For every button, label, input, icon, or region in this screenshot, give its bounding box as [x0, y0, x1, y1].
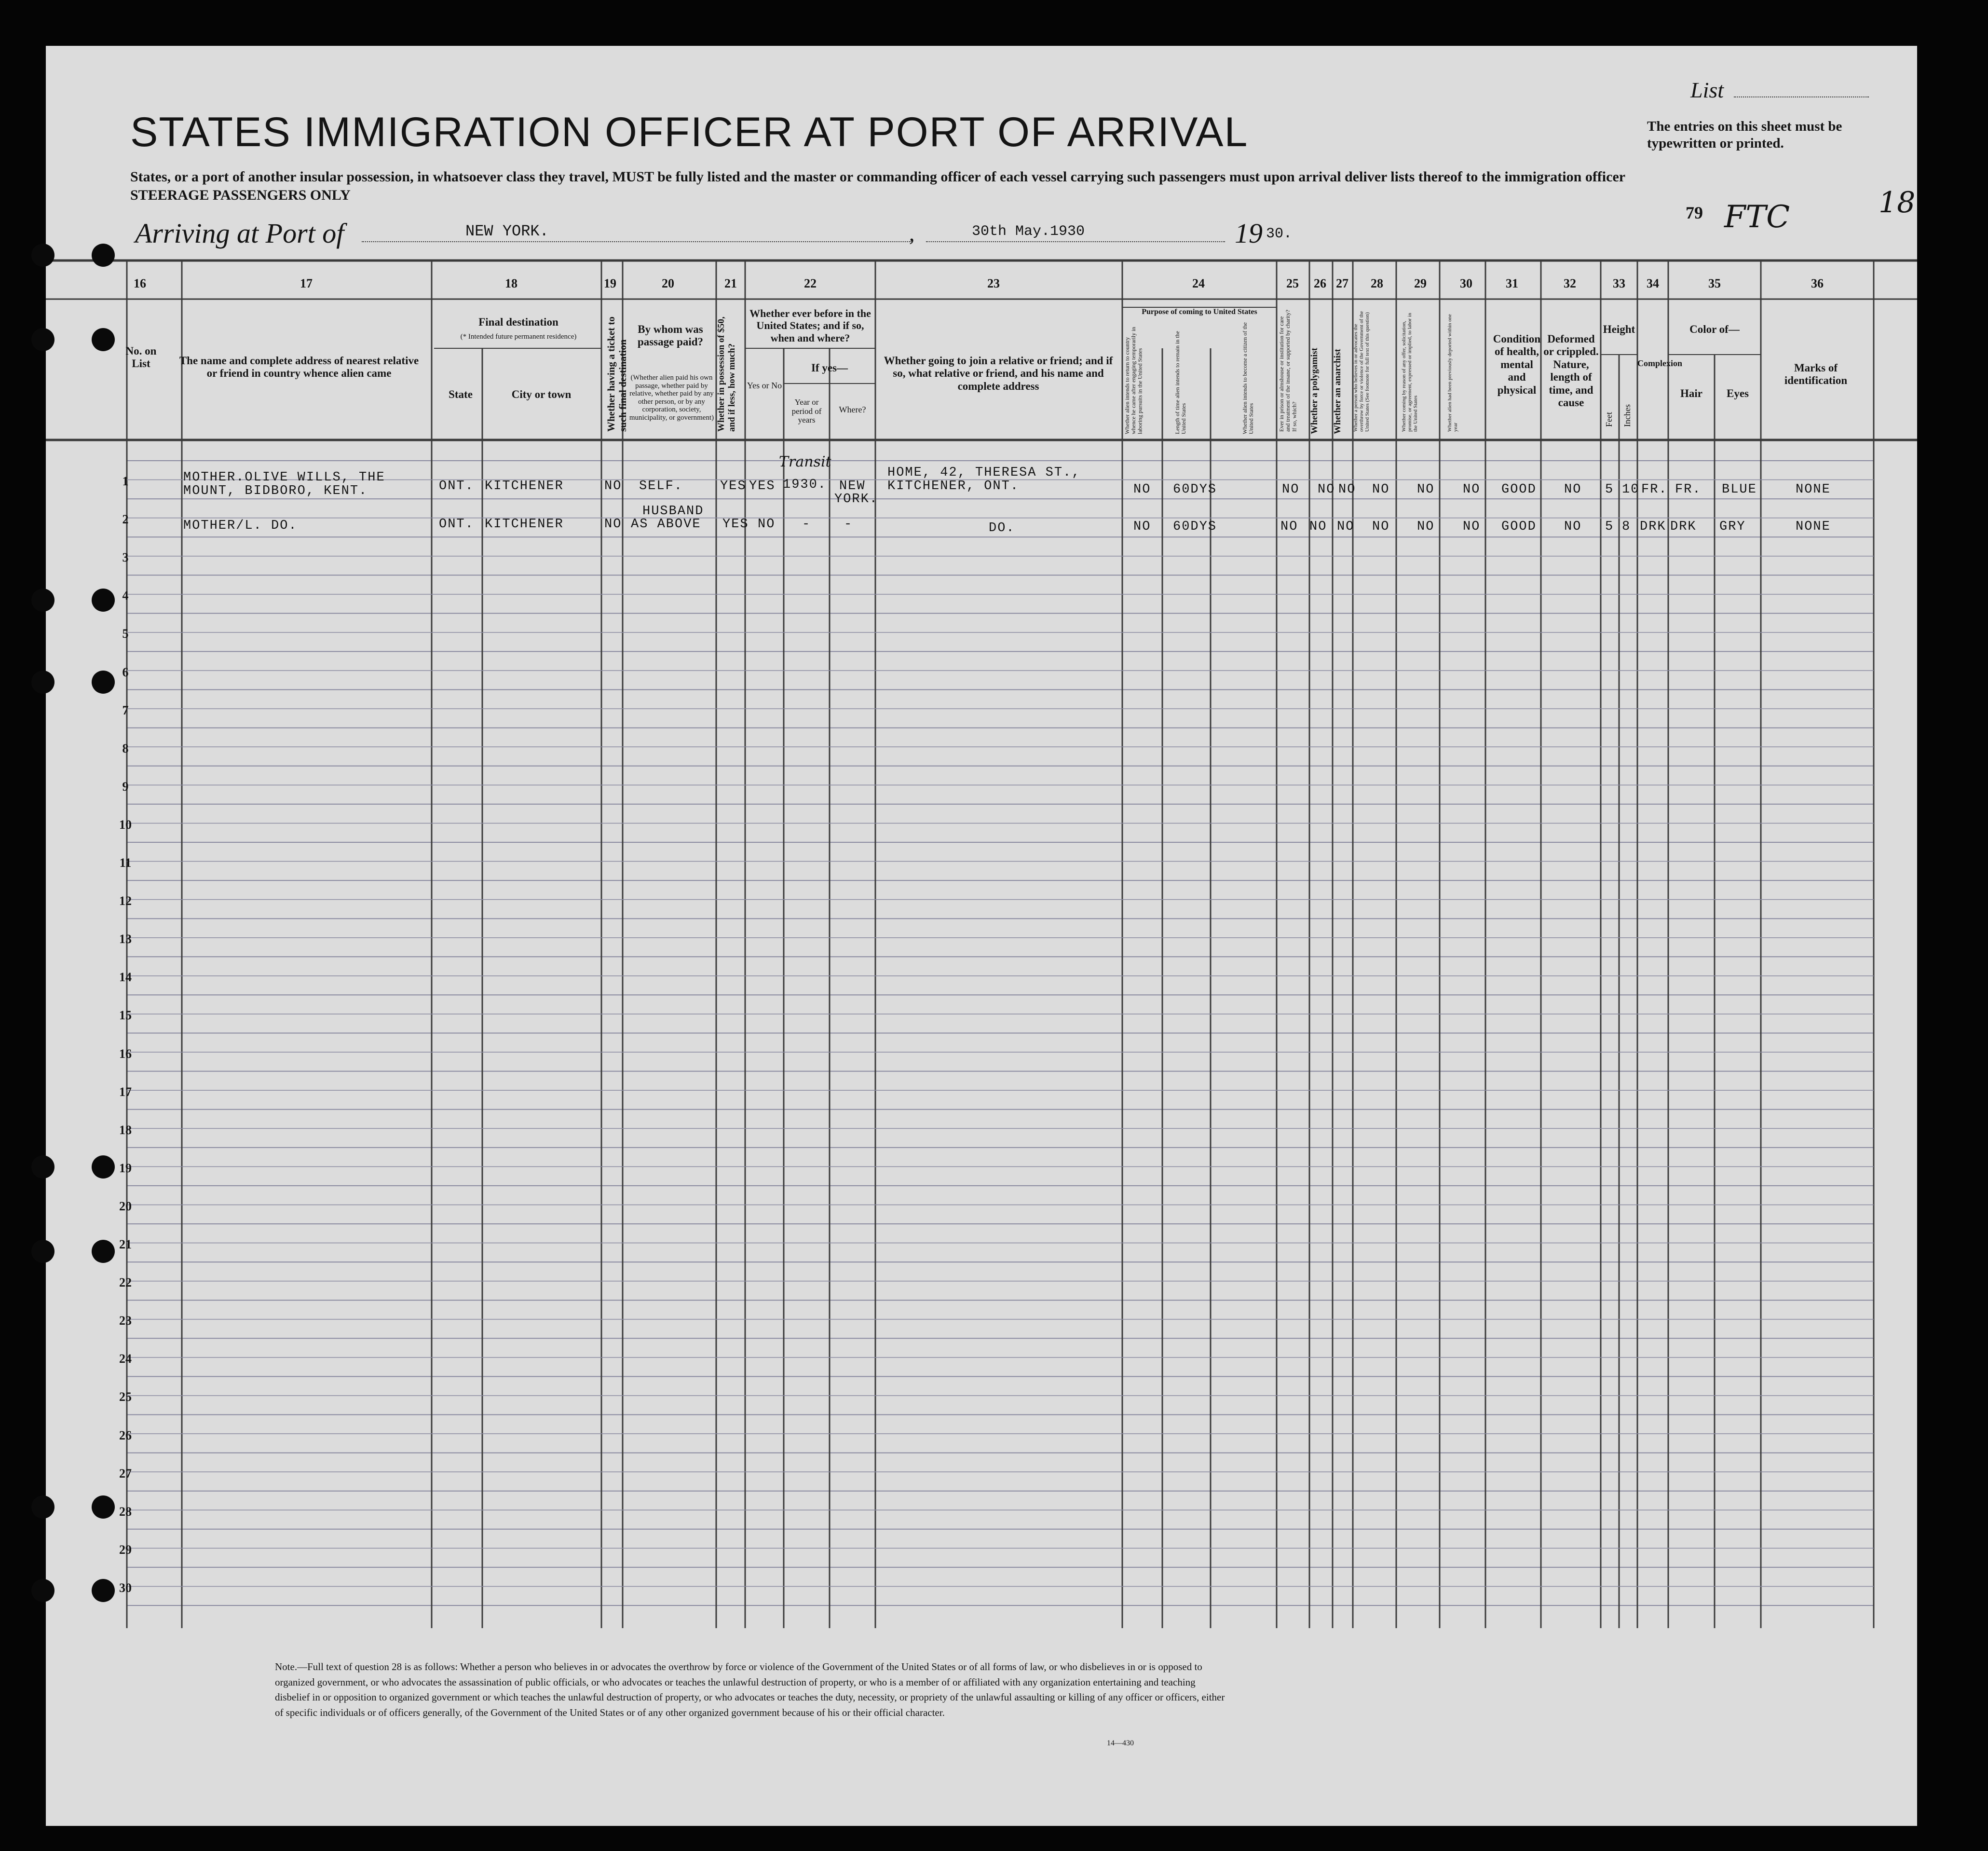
header-joining: Whether going to join a relative or friend; and if so, what relative or friend, and his name and complete address — [884, 355, 1113, 392]
header-fifty-dollars: Whether in possession of $50, and if less, how much? — [716, 316, 737, 432]
where-in-us: NEW — [839, 479, 866, 494]
comma: , — [909, 221, 915, 246]
header-final-destination-note: (* Intended future permanent residence) — [460, 333, 577, 341]
row-number: 25 — [119, 1390, 132, 1404]
anarchist: NO — [1337, 520, 1355, 534]
identification-marks: NONE — [1796, 482, 1831, 497]
money: YES — [720, 479, 747, 494]
health: GOOD — [1501, 482, 1537, 497]
eye-color: GRY — [1719, 520, 1746, 534]
header-deported: Whether alien had been previously deported within one year — [1447, 314, 1459, 432]
question-28: NO — [1372, 482, 1390, 497]
deformed: NO — [1564, 520, 1582, 534]
punch-hole — [92, 244, 115, 267]
labor-offer: NO — [1417, 520, 1435, 534]
header-marks: Marks of identification — [1784, 362, 1848, 387]
column-number: 29 — [1414, 276, 1427, 290]
row-number: 5 — [122, 627, 129, 641]
punch-hole — [92, 328, 115, 351]
column-number: 20 — [662, 276, 674, 290]
date-blank — [926, 241, 1225, 242]
joining-address-line-2: KITCHENER, ONT. — [887, 479, 1020, 494]
header-ticket: Whether having a ticket to such final destination — [605, 316, 629, 432]
column-number: 18 — [505, 276, 517, 290]
header-year: Year or period of years — [791, 398, 822, 425]
row-number: 1 — [122, 474, 129, 488]
column-number: 35 — [1708, 276, 1721, 290]
row-number: 26 — [119, 1428, 132, 1442]
row-number: 29 — [119, 1542, 132, 1557]
header-hair: Hair — [1680, 387, 1702, 399]
column-number: 19 — [604, 276, 616, 290]
destination-state: ONT. — [439, 479, 474, 494]
header-q28: Whether a person who believes in or advocates the overthrow by force or violence of the Government of the United States (See footnote for full text of this question) — [1353, 311, 1371, 432]
punch-hole — [31, 244, 54, 267]
page-title: STATES IMMIGRATION OFFICER AT PORT OF ARRIVAL — [130, 109, 1249, 155]
arriving-label: Arriving at Port of — [135, 218, 344, 249]
row-number: 13 — [119, 932, 132, 946]
column-number: 36 — [1811, 276, 1824, 290]
column-number: 32 — [1564, 276, 1576, 290]
length-of-stay: 60DYS — [1173, 482, 1217, 497]
deported: NO — [1463, 482, 1481, 497]
eye-color: BLUE — [1722, 482, 1757, 497]
column-number: 16 — [134, 276, 146, 290]
column-number: 31 — [1506, 276, 1518, 290]
length-of-stay: 60DYS — [1173, 520, 1217, 534]
header-polygamist: Whether a polygamist — [1309, 347, 1320, 434]
joining-address: DO. — [989, 521, 1015, 535]
row-number: 6 — [122, 665, 129, 679]
relative-name: MOTHER/L. DO. — [183, 519, 298, 533]
arrival-date: 30th May.1930 — [972, 223, 1085, 240]
row-number: 19 — [119, 1161, 132, 1175]
row-number: 10 — [119, 817, 132, 832]
where-in-us: - — [844, 517, 853, 532]
column-number: 23 — [987, 276, 1000, 290]
handwritten-mark: FTC — [1724, 199, 1790, 235]
passage-paid-by: SELF. — [639, 479, 683, 494]
row-number: 9 — [122, 779, 129, 794]
column-number: 17 — [300, 276, 313, 290]
punch-hole — [31, 1495, 54, 1519]
list-label: List — [1690, 78, 1724, 102]
port-value: NEW YORK. — [465, 222, 549, 240]
destination-city: KITCHENER — [485, 479, 564, 494]
header-height: Height — [1603, 323, 1635, 335]
destination-state: ONT. — [439, 517, 474, 532]
sheet-number: 79 — [1686, 203, 1703, 222]
column-number: 26 — [1314, 276, 1326, 290]
row-number: 28 — [119, 1504, 132, 1519]
row-number: 27 — [119, 1466, 132, 1481]
complexion: DRK — [1640, 520, 1666, 534]
prison: NO — [1282, 482, 1300, 497]
column-number: 28 — [1371, 276, 1383, 290]
header-if-yes: If yes— — [811, 362, 848, 374]
header-where: Where? — [839, 405, 866, 414]
destination-city: KITCHENER — [485, 517, 564, 532]
column-number: 33 — [1613, 276, 1625, 290]
relative-address: MOUNT, BIDBORO, KENT. — [183, 484, 368, 498]
header-anarchist: Whether an anarchist — [1333, 349, 1343, 434]
health: GOOD — [1501, 520, 1537, 534]
return-intent: NO — [1133, 482, 1151, 497]
height-inches: 10 — [1622, 482, 1640, 497]
header-color-of: Color of— — [1689, 323, 1740, 335]
row-number: 3 — [122, 550, 129, 565]
header-length-of-stay: Length of time alien intends to remain in the United States — [1174, 331, 1187, 434]
passage-paid-by: AS ABOVE — [631, 517, 701, 532]
header-labor-offer: Whether coming by reason of any offer, solicitation, promise, or agreement, expressed or implied, to labor in the United States — [1401, 313, 1419, 432]
row-number: 23 — [119, 1314, 132, 1328]
row-number: 16 — [119, 1046, 132, 1061]
header-passage-note: (Whether alien paid his own passage, whether paid by relative, whether paid by any other person, or by any corporation, society, municipality, or government) — [629, 374, 714, 422]
ticket: NO — [604, 517, 622, 532]
column-number: 21 — [724, 276, 737, 290]
header-purpose: Purpose of coming to United States — [1142, 308, 1257, 316]
header-final-destination: Final destination — [478, 316, 558, 328]
notice-line-2: STEERAGE PASSENGERS ONLY — [130, 187, 351, 203]
form-code: 14—430 — [1107, 1739, 1134, 1747]
row-number: 4 — [122, 589, 129, 603]
header-citizen-intent: Whether alien intends to become a citizen of the United States — [1241, 322, 1255, 434]
before-in-us: NO — [758, 517, 776, 532]
punch-hole — [31, 328, 54, 351]
column-number: 27 — [1336, 276, 1348, 290]
row-number: 24 — [119, 1352, 132, 1366]
polygamist: NO — [1309, 520, 1327, 534]
column-number: 24 — [1192, 276, 1205, 290]
header-relative: The name and complete address of nearest relative or friend in country whence alien came — [179, 355, 419, 380]
handwritten-number: 18 — [1879, 186, 1916, 219]
manifest-sheet — [46, 46, 1917, 1826]
row-number: 2 — [122, 512, 129, 527]
before-in-us: YES — [749, 479, 776, 494]
polygamist: NO — [1318, 482, 1335, 497]
typewritten-note: The entries on this sheet must be typewritten or printed. — [1647, 119, 1842, 151]
ticket: NO — [604, 479, 622, 494]
row-number: 14 — [119, 970, 132, 985]
punch-hole — [31, 1579, 54, 1602]
hair-color: DRK — [1670, 520, 1697, 534]
deported: NO — [1463, 520, 1481, 534]
deformed: NO — [1564, 482, 1582, 497]
column-number: 22 — [804, 276, 817, 290]
header-before-in-us: Whether ever before in the United States; and if so, when and where? — [749, 307, 871, 344]
list-blank — [1734, 96, 1869, 97]
column-number: 25 — [1286, 276, 1299, 290]
identification-marks: NONE — [1796, 520, 1831, 534]
row-number: 8 — [122, 741, 129, 755]
header-complexion: Complexion — [1637, 358, 1683, 368]
row-number: 17 — [119, 1084, 132, 1099]
header-state: State — [449, 388, 473, 400]
joining-address: HOME, 42, THERESA ST., — [887, 466, 1081, 480]
notice-line-1: States, or a port of another insular possession, in whatsoever class they travel, MUST be fully listed and the master or commanding officer of each vessel carrying such passengers must upon arrival deliver lists thereof to the immigration officer — [130, 169, 1626, 185]
punch-hole — [31, 1155, 54, 1179]
prison: NO — [1280, 520, 1298, 534]
header-deformed: Deformed or crippled. Nature, length of time, and cause — [1543, 333, 1599, 409]
return-intent: NO — [1133, 520, 1151, 534]
hair-color: FR. — [1675, 482, 1702, 497]
row-number: 12 — [119, 894, 132, 908]
header-return-intent: Whether alien intends to return to country whence he came after engaging temporarily in laboring pursuits in the United States — [1124, 327, 1144, 434]
punch-hole — [31, 589, 54, 612]
punch-hole — [31, 671, 54, 694]
punch-hole — [31, 1240, 54, 1263]
question-28: NO — [1372, 520, 1390, 534]
year-in-us: 1930. — [783, 478, 827, 492]
header-inches: Inches — [1622, 404, 1632, 427]
money: YES — [722, 517, 749, 532]
column-number: 34 — [1647, 276, 1659, 290]
header-feet: Feet — [1604, 412, 1614, 427]
height-feet: 5 — [1605, 482, 1614, 497]
port-blank — [362, 241, 912, 242]
header-no-on-list: No. on List — [125, 345, 157, 370]
row-number: 30 — [119, 1580, 132, 1595]
complexion: FR. — [1641, 482, 1668, 497]
row-number: 18 — [119, 1123, 132, 1137]
anarchist: NO — [1338, 482, 1356, 497]
where-in-us-line-2: YORK. — [834, 492, 879, 507]
passage-paid-by-line-1: HUSBAND — [642, 504, 704, 519]
row-number: 21 — [119, 1237, 132, 1251]
height-feet: 5 — [1605, 520, 1614, 534]
height-inches: 8 — [1622, 520, 1631, 534]
relative-name: MOTHER.OLIVE WILLS, THE — [183, 470, 385, 485]
row-number: 7 — [122, 703, 129, 717]
column-number: 30 — [1460, 276, 1472, 290]
row-number: 22 — [119, 1275, 132, 1290]
form-grid — [46, 46, 1917, 1826]
header-yes-or-no: Yes or No — [747, 381, 782, 390]
footnote: Note.—Full text of question 28 is as follows: Whether a person who believes in or advocates the overthrow by force or violence of the Government of the United States or of all forms of law, or who disbelieves in or is opposed to organized government, or who advocates the assassination of public officials, or who advocates or teaches the unlawful destruction of property, or who is a member of or affiliated with any organization entertaining and teaching disbelief in or opposition to organized government or which teaches the unlawful destruction of property, or who advocates or teaches the duty, necessity, or propriety of the unlawful assaulting or killing of any officer or officers, either of specific individuals or of officers generally, of the Government of the United States or of any other organized government because of his or their official character. — [275, 1661, 1225, 1718]
header-city: City or town — [511, 388, 572, 400]
header-prison: Ever in prison or almshouse or institution for care and treatment of the insane, or supported by charity? If so, which? — [1278, 310, 1298, 432]
row-number: 20 — [119, 1199, 132, 1213]
year-suffix: 30. — [1266, 226, 1293, 242]
header-eyes: Eyes — [1727, 387, 1749, 399]
labor-offer: NO — [1417, 482, 1435, 497]
row-number: 11 — [119, 856, 132, 870]
row-number: 15 — [119, 1008, 132, 1023]
year-in-us: - — [802, 517, 811, 532]
transit-note: Transit — [779, 453, 831, 470]
header-passage-paid: By whom was passage paid? — [637, 323, 704, 348]
year-prefix: 19 — [1235, 218, 1263, 249]
header-health: Condition of health, mental and physical — [1493, 333, 1541, 396]
